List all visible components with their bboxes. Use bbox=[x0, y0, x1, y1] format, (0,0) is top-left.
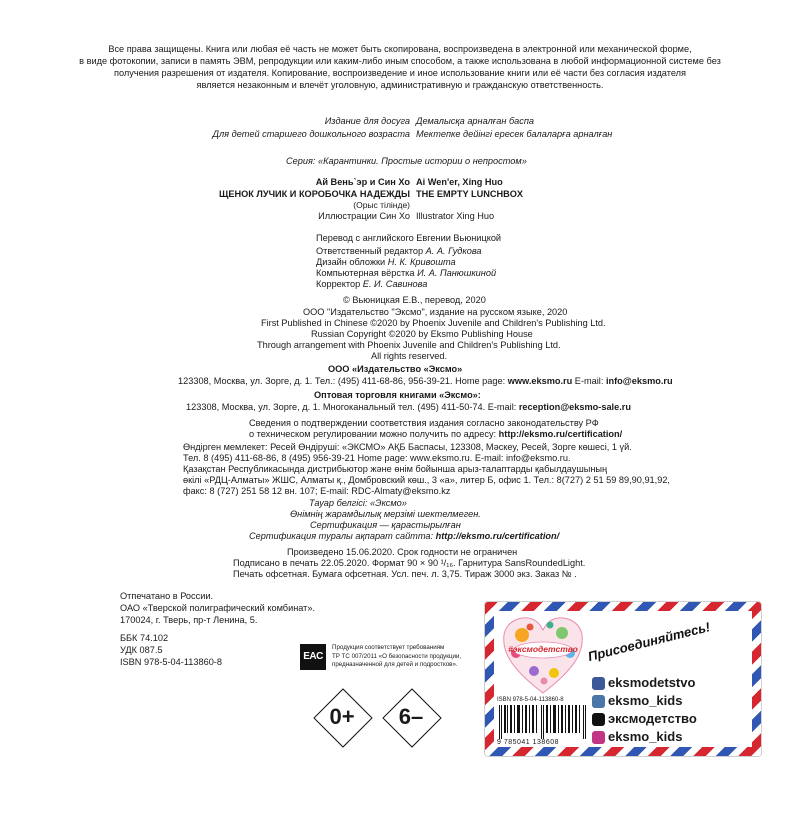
rights-line: является незаконным и влечёт уголовную, административную и гражданскую ответственность. bbox=[196, 80, 604, 90]
layout-name: И. А. Панюшкиной bbox=[417, 268, 497, 278]
barcode-icon bbox=[497, 705, 589, 739]
copyright-line: Russian Copyright ©2020 by Eksmo Publishing House bbox=[311, 329, 533, 339]
eac-line: Продукция соответствует требованиям bbox=[332, 644, 445, 651]
kz-trademark: Тауар белгісі: «Эксмо» bbox=[309, 498, 407, 508]
cover-name: Н. К. Кривошта bbox=[387, 257, 456, 267]
series-line: Серия: «Карантинки. Простые истории о непростом» bbox=[286, 156, 527, 166]
eac-line: ТР ТС 007/2011 «О безопасности продукции, bbox=[332, 652, 462, 660]
instagram-icon[interactable] bbox=[592, 731, 605, 744]
edition-ru-1: Издание для досуга bbox=[324, 116, 410, 126]
edition-kz-1: Демалысқа арналған баспа bbox=[416, 116, 535, 126]
kz-line: Өндірген мемлекет: Ресей Өндіруші: «ЭКСМО» АҚБ Баспасы, 123308, Мәскеу, Ресей, Зорге көшесі, 1 үй. bbox=[183, 442, 632, 452]
telegram-icon[interactable] bbox=[592, 713, 605, 726]
language-note: (Орыс тілінде) bbox=[353, 200, 410, 210]
kz-cert-site bbox=[249, 530, 559, 542]
social-vk[interactable]: eksmo_kids bbox=[608, 693, 683, 708]
cover-label: Дизайн обложки bbox=[316, 257, 388, 267]
publisher-address bbox=[178, 375, 673, 387]
publisher-web-link[interactable]: www.eksmo.ru bbox=[507, 376, 573, 386]
illustrator-en: Illustrator Xing Huo bbox=[416, 211, 495, 221]
translation-credit: Перевод с английского Евгении Вьюницкой bbox=[316, 233, 502, 243]
proof-name: Е. И. Савинова bbox=[362, 279, 428, 289]
publisher-name: ООО «Издательство «Эксмо» bbox=[328, 364, 463, 374]
cert-line-2 bbox=[249, 428, 622, 440]
rights-notice bbox=[60, 43, 740, 91]
authors-ru: Ай Вень`эр и Син Хо bbox=[315, 177, 410, 187]
eac-mark-icon: EAC bbox=[300, 644, 326, 670]
layout-label: Компьютерная вёрстка bbox=[316, 268, 418, 278]
copyright-line: © Вьюницкая Е.В., перевод, 2020 bbox=[343, 295, 486, 305]
publisher-address-text: 123308, Москва, ул. Зорге, д. 1. Тел.: (495) 411-68-86, 956-39-21. Home page: bbox=[178, 376, 508, 386]
kz-expiry: Өнімнің жарамдылық мерзімі шектелмеген. bbox=[290, 509, 481, 519]
social-facebook[interactable]: eksmodetstvo bbox=[608, 675, 696, 690]
printed-line: Отпечатано в России. bbox=[120, 591, 214, 601]
publisher-email-label: E-mail: bbox=[572, 376, 606, 386]
kz-site-link[interactable]: http://eksmo.ru/certification/ bbox=[435, 531, 560, 541]
kz-line: Тел. 8 (495) 411-68-86, 8 (495) 956-39-21 Home page: www.eksmo.ru. E-mail: info@eksmo.ru. bbox=[183, 453, 571, 463]
kz-site-label: Сертификация туралы ақпарат сайтта: bbox=[249, 531, 436, 541]
social-instagram[interactable]: eksmo_kids bbox=[608, 729, 683, 744]
bbk-code: ББК 74.102 bbox=[120, 633, 169, 643]
copyright-line: All rights reserved. bbox=[371, 351, 448, 361]
kz-line: өкілі «РДЦ-Алматы» ЖШС, Алматы қ., Домбровский көш., 3 «а», литер Б, офис 1. Тел.: 8(727) 2 51 59 89,90,91,92, bbox=[183, 475, 670, 485]
trade-email-link[interactable]: reception@eksmo-sale.ru bbox=[518, 402, 631, 412]
rights-line: получения разрешения от издателя. Копирование, воспроизведение и иное использование книги или её части без согласия издателя bbox=[114, 68, 686, 78]
rights-line: в виде фотокопии, записи в память ЭВМ, репродукции или каким-либо иным способом, а также использована в любой информационной системе без bbox=[79, 56, 721, 66]
copyright-line: ООО "Издательство "Эксмо", издание на русском языке, 2020 bbox=[303, 307, 568, 317]
trade-address bbox=[186, 401, 631, 413]
card-inner bbox=[494, 611, 752, 747]
heart-collage-icon bbox=[500, 613, 586, 697]
trade-name: Оптовая торговля книгами «Эксмо»: bbox=[314, 390, 481, 400]
facebook-icon[interactable] bbox=[592, 677, 605, 690]
proof-label: Корректор bbox=[316, 279, 363, 289]
join-label: Присоединяйтесь! bbox=[586, 619, 712, 664]
illustrator-ru: Иллюстрации Син Хо bbox=[318, 211, 410, 221]
age-badge-6: 6– bbox=[398, 704, 424, 729]
eac-text bbox=[332, 644, 461, 670]
kz-line: факс: 8 (727) 251 58 12 вн. 107; E-mail: RDC-Almaty@eksmo.kz bbox=[183, 486, 451, 496]
print-line: Произведено 15.06.2020. Срок годности не ограничен bbox=[287, 547, 518, 557]
social-card bbox=[485, 602, 761, 756]
title-en: THE EMPTY LUNCHBOX bbox=[416, 189, 524, 199]
isbn-code: ISBN 978-5-04-113860-8 bbox=[120, 657, 222, 667]
copyright-line: Through arrangement with Phoenix Juvenile and Children's Publishing Ltd. bbox=[257, 340, 561, 350]
cert-link[interactable]: http://eksmo.ru/certification/ bbox=[498, 429, 623, 439]
printed-block bbox=[120, 590, 315, 626]
cert-line-2-text: о техническом регулировании можно получить по адресу: bbox=[249, 429, 499, 439]
printed-line: 170024, г. Тверь, пр-т Ленина, 5. bbox=[120, 615, 258, 625]
kz-cert: Сертификация — қарастырылған bbox=[310, 520, 461, 530]
kz-line: Қазақстан Республикасында дистрибьютор және өнім бойынша арыз-талаптарды қабылдаушының bbox=[183, 464, 608, 474]
udk-code: УДК 087.5 bbox=[120, 645, 163, 655]
age-badge-0: 0+ bbox=[329, 704, 355, 729]
vk-icon[interactable] bbox=[592, 695, 605, 708]
printed-line: ОАО «Тверской полиграфический комбинат». bbox=[120, 603, 316, 613]
rights-line: Все права защищены. Книга или любая её часть не может быть скопирована, воспроизведена в электронной или механической форме, bbox=[108, 44, 692, 54]
social-telegram[interactable]: эксмодетство bbox=[608, 711, 697, 726]
edition-ru-2: Для детей старшего дошкольного возраста bbox=[212, 129, 410, 139]
trade-address-text: 123308, Москва, ул. Зорге, д. 1. Многоканальный тел. (495) 411-50-74. E-mail: bbox=[186, 402, 519, 412]
proof-credit bbox=[316, 278, 427, 290]
copyright-line: First Published in Chinese ©2020 by Phoenix Juvenile and Children's Publishing Ltd. bbox=[261, 318, 606, 328]
cert-line-1: Сведения о подтверждении соответствия издания согласно законодательству РФ bbox=[249, 418, 599, 428]
print-line: Печать офсетная. Бумага офсетная. Усл. печ. л. 3,75. Тираж 3000 экз. Заказ № . bbox=[233, 569, 577, 579]
authors-en: Ai Wen'er, Xing Huo bbox=[416, 177, 503, 187]
title-ru: ЩЕНОК ЛУЧИК И КОРОБОЧКА НАДЕЖДЫ bbox=[218, 189, 410, 199]
hashtag-label: #эксмодетство bbox=[508, 644, 578, 654]
publisher-email-link[interactable]: info@eksmo.ru bbox=[605, 376, 673, 386]
card-isbn: ISBN 978-5-04-113860-8 bbox=[497, 697, 564, 703]
print-line: Подписано в печать 22.05.2020. Формат 90 × 90 ¹/₁₆. Гарнитура SansRoundedLight. bbox=[233, 558, 586, 568]
eac-line: предназначенной для детей и подростков». bbox=[332, 661, 458, 668]
editor-name: А. А. Гудкова bbox=[425, 246, 482, 256]
editor-label: Ответственный редактор bbox=[316, 246, 426, 256]
barcode-digits: 9 785041 138608 bbox=[497, 739, 559, 746]
edition-kz-2: Мектепке дейінгі ересек балаларға арналған bbox=[416, 129, 613, 139]
codes-block bbox=[120, 632, 222, 668]
